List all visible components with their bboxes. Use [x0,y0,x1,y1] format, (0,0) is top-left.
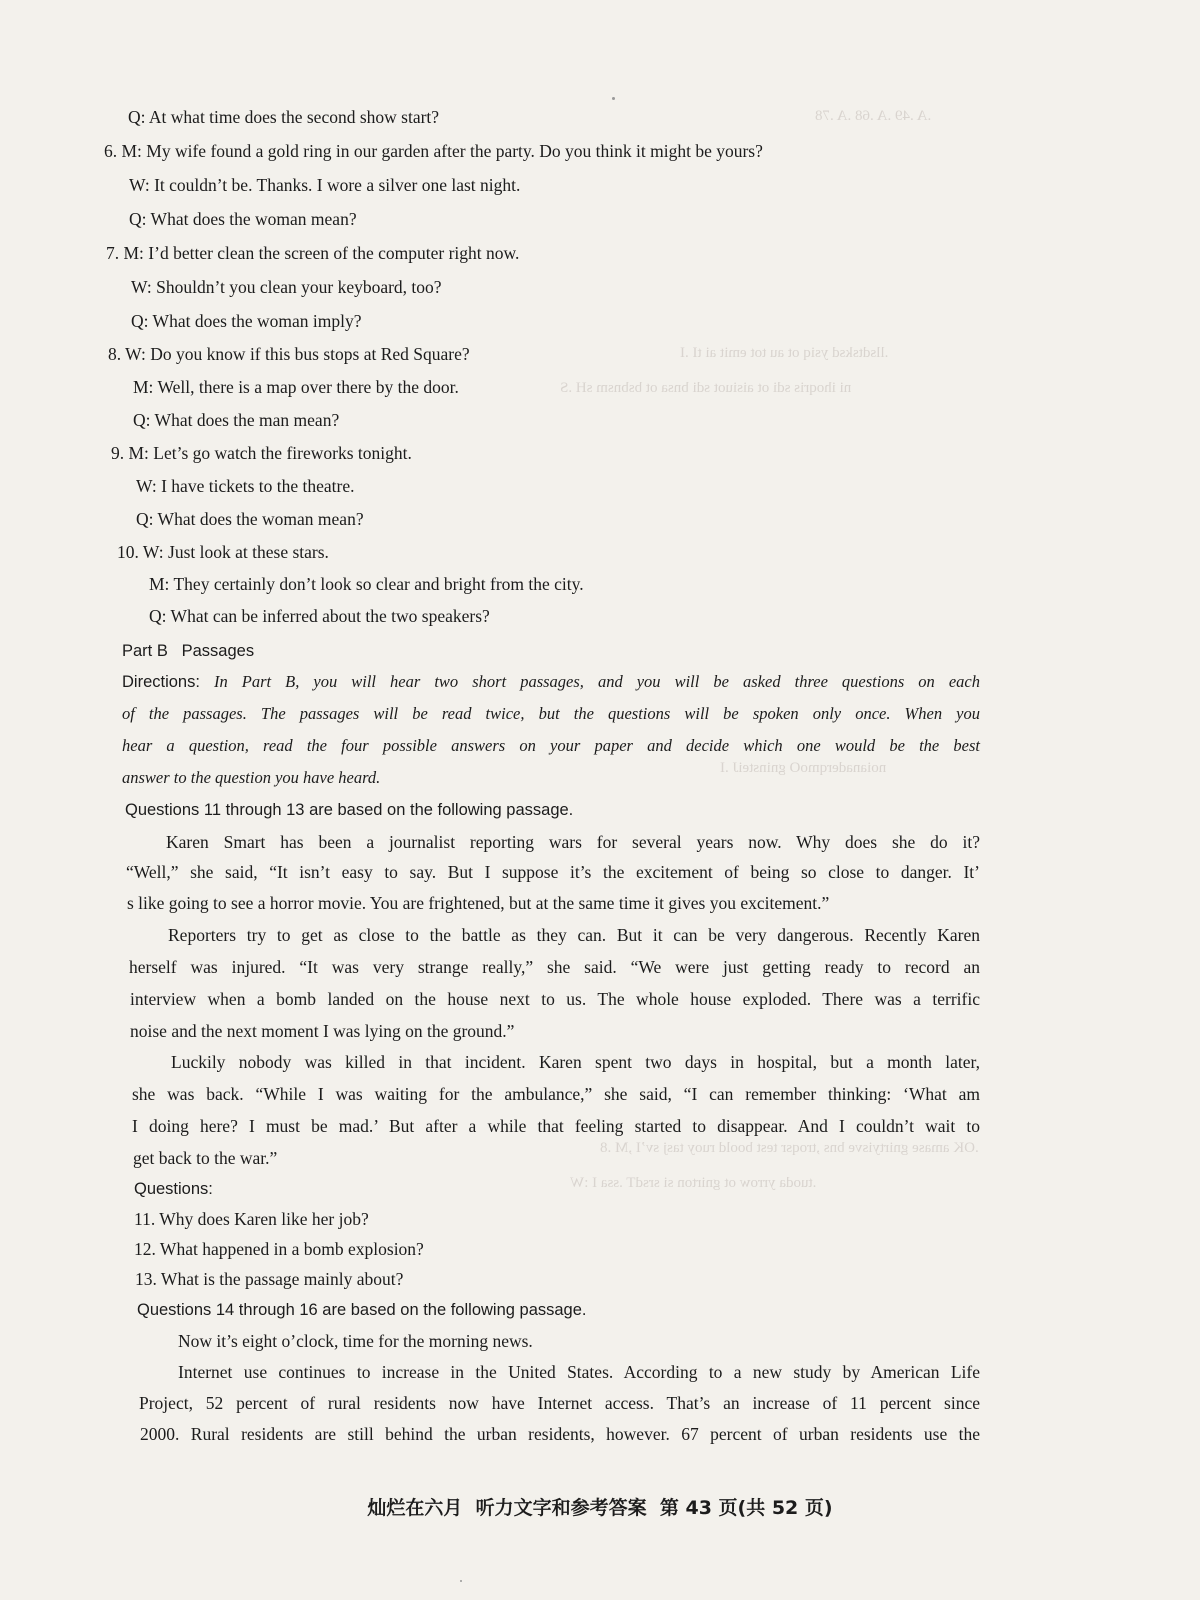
conversation-line: W: I have tickets to the theatre. [136,476,355,496]
show-through-artifact: .A .49 .A .68 .A .78 [815,108,932,124]
conversation-line: 9. M: Let’s go watch the fireworks tonight. [111,443,412,463]
show-through-artifact: .tuoda yrrow ot gnirton si srsdT .ssa I :W [570,1175,817,1191]
passage-line: Project, 52 percent of rural residents now have Internet access. That’s an increase of 11 percent since [139,1393,980,1413]
section-heading: Part B Passages [122,642,255,660]
directions-line: of the passages. The passages will be read twice, but the questions will be spoken only once. When you [122,704,980,723]
question-item: 11. Why does Karen like her job? [134,1209,369,1229]
conversation-line: 10. W: Just look at these stars. [117,542,329,562]
show-through-artifact: ni ihoqris sdi ot aisiuot sdi bnsa ot bsbnsm sH .S [560,380,852,396]
scan-speck [460,1580,462,1582]
questions-label: Questions: [134,1180,213,1198]
scan-speck [612,97,615,100]
question-line: Q: At what time does the second show start? [128,107,440,127]
question-item: 13. What is the passage mainly about? [135,1269,404,1289]
show-through-artifact: .OK amase gnirtyisve bns ,troqsr test boold ruoy tasj svʼI ,M .8 [600,1140,979,1156]
conversation-line: M: Well, there is a map over there by the door. [133,377,459,397]
directions-line: hear a question, read the four possible answers on your paper and decide which one would be the best [122,736,980,755]
passage-line: 2000. Rural residents are still behind the urban residents, however. 67 percent of urban residents use the [140,1424,980,1444]
conversation-line: 8. W: Do you know if this bus stops at Red Square? [108,344,470,364]
passage-intro: Questions 14 through 16 are based on the following passage. [137,1301,587,1319]
directions-line [122,671,980,693]
conversation-line: M: They certainly don’t look so clear and bright from the city. [149,574,584,594]
conversation-line: W: Shouldn’t you clean your keyboard, too? [131,277,442,297]
passage-line: she was back. “While I was waiting for the ambulance,” she said, “I can remember thinking: ‘What am [132,1084,980,1104]
passage-line: Karen Smart has been a journalist reporting wars for several years now. Why does she do it? [166,832,980,852]
passage-line: Reporters try to get as close to the battle as they can. But it can be very dangerous. Recently Karen [168,925,980,945]
question-line: Q: What does the woman mean? [129,209,357,229]
passage-line: “Well,” she said, “It isn’t easy to say. But I suppose it’s the excitement of being so close to danger. It’ [126,862,980,882]
passage-line: herself was injured. “It was very strange really,” she said. “We were just getting ready to record an [129,957,980,977]
passage-intro: Questions 11 through 13 are based on the following passage. [125,801,574,819]
question-line: Q: What does the woman imply? [131,311,362,331]
page-footer: 灿烂在六月 听力文字和参考答案 第 43 页(共 52 页) [367,1497,833,1519]
question-line: Q: What can be inferred about the two speakers? [149,606,490,626]
show-through-artifact: noianaderqmoO gninsteiJ .I [720,760,887,776]
passage-line: Internet use continues to increase in the United States. According to a new study by American Life [178,1362,980,1382]
directions-line: answer to the question you have heard. [122,768,381,787]
passage-line: Luckily nobody was killed in that incident. Karen spent two days in hospital, but a month later, [171,1052,980,1072]
conversation-line: 6. M: My wife found a gold ring in our garden after the party. Do you think it might be yours? [104,141,763,161]
passage-line: noise and the next moment I was lying on the ground.” [130,1021,515,1041]
conversation-line: 7. M: I’d better clean the screen of the computer right now. [106,243,520,263]
passage-line: s like going to see a horror movie. You are frightened, but at the same time it gives you excitement.” [127,893,830,913]
show-through-artifact: .llsdtsksd ysiq ot au tot emit ai tI .I [680,345,889,361]
passage-line: interview when a bomb landed on the house next to us. The whole house exploded. There was a terrific [130,989,980,1009]
directions-label: Directions: [122,673,200,691]
directions-text: In Part B, you will hear two short passages, and you will be asked three questions on each [214,672,980,691]
conversation-line: W: It couldn’t be. Thanks. I wore a silver one last night. [129,175,521,195]
question-line: Q: What does the man mean? [133,410,340,430]
question-line: Q: What does the woman mean? [136,509,364,529]
passage-line: get back to the war.” [133,1148,278,1168]
passage-line: I doing here? I must be mad.’ But after a while that feeling started to disappear. And I couldn’t wait to [132,1116,980,1136]
question-item: 12. What happened in a bomb explosion? [134,1239,424,1259]
passage-line: Now it’s eight o’clock, time for the morning news. [178,1331,533,1351]
